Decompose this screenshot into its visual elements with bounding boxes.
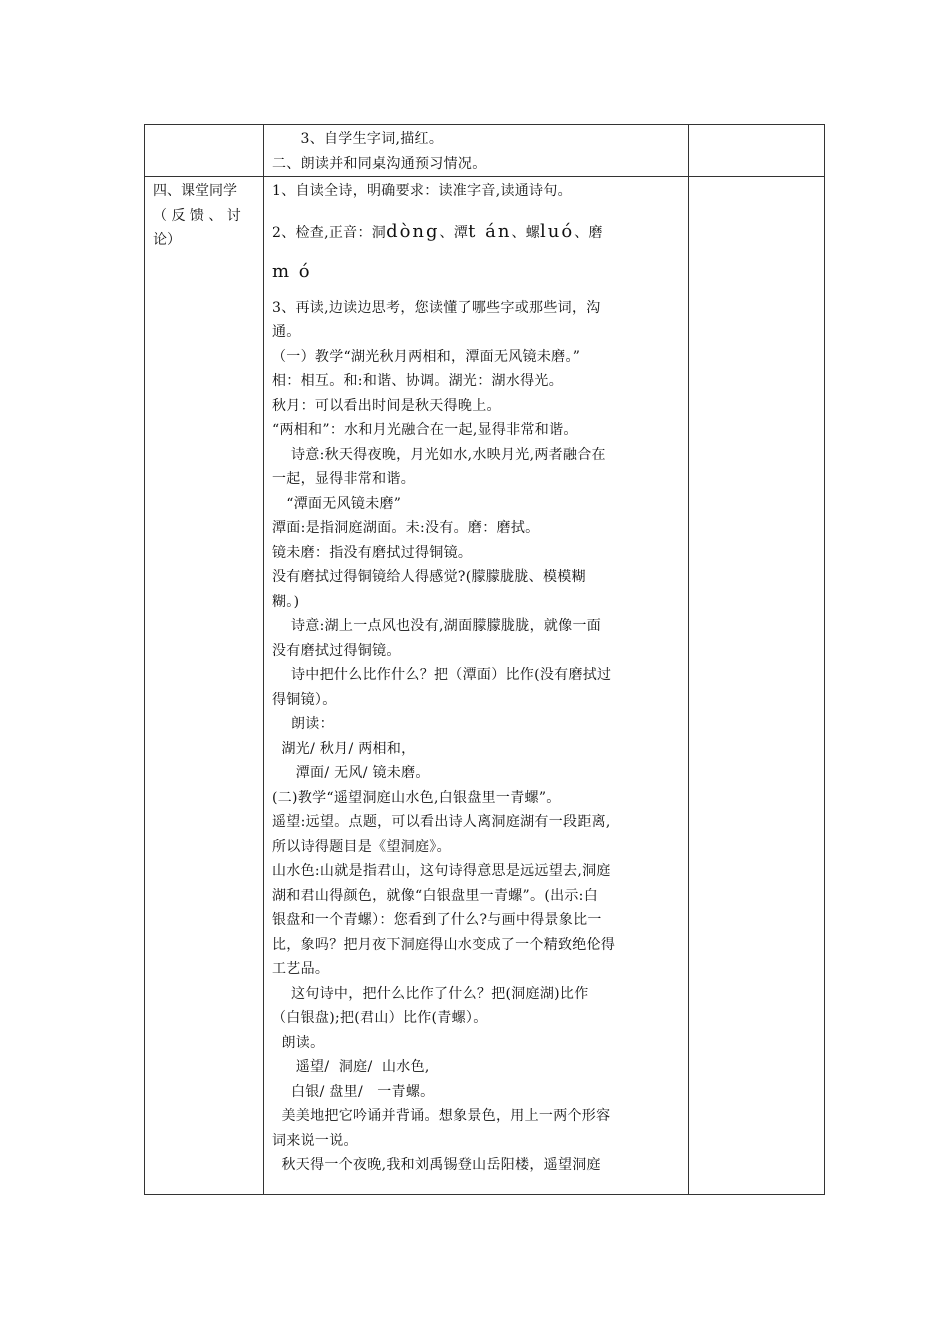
content-line: 没有磨拭过得铜镜。 bbox=[272, 642, 401, 659]
content-line: 词来说一说。 bbox=[272, 1132, 358, 1149]
content-line: “潭面无风镜未磨” bbox=[272, 495, 402, 512]
table-row bbox=[145, 177, 825, 1195]
content-line: 诗意:秋天得夜晚，月光如水,水映月光,两者融合在 bbox=[272, 446, 606, 463]
content-line: 山水色:山就是指君山，这句诗得意思是远远望去,洞庭 bbox=[272, 863, 611, 879]
lesson-plan-table bbox=[144, 124, 825, 1195]
content-cell bbox=[264, 125, 689, 177]
pronunciation-sep: 、潭 bbox=[439, 224, 469, 241]
stage-label-line: 论） bbox=[153, 232, 181, 248]
content-line: 比，象吗？把月夜下洞庭得山水变成了一个精致绝伦得 bbox=[272, 936, 616, 953]
stage-label-line: 四、课堂同学 bbox=[153, 183, 237, 199]
content-line: 3、自学生字词,描红。 bbox=[272, 131, 444, 147]
stage-label-line: （ 反 馈 、 讨 bbox=[153, 207, 241, 224]
pinyin-tan: t án bbox=[468, 220, 512, 242]
content-line: 所以诗得题目是《望洞庭》。 bbox=[272, 838, 451, 855]
content-line: 潭面:是指洞庭湖面。未:没有。磨：磨拭。 bbox=[272, 520, 540, 536]
content-line: （白银盘);把(君山）比作(青螺）。 bbox=[272, 1010, 488, 1026]
content-line: 秋天得一个夜晚,我和刘禹锡登山岳阳楼，遥望洞庭 bbox=[272, 1157, 601, 1173]
content-line: 美美地把它吟诵并背诵。想象景色，用上一两个形容 bbox=[272, 1108, 611, 1124]
content-line: 通。 bbox=[272, 324, 301, 340]
pronunciation-sep: 、磨 bbox=[574, 224, 603, 241]
content-line: 朗读： bbox=[272, 716, 334, 732]
content-line: 没有磨拭过得铜镜给人得感觉?(朦朦胧胧、模模糊 bbox=[272, 569, 586, 585]
pinyin-luo: luó bbox=[540, 220, 575, 242]
content-line: 湖和君山得颜色，就像“白银盘里一青螺”。(出示:白 bbox=[272, 887, 598, 904]
pinyin-dong: dòng bbox=[386, 220, 440, 242]
pinyin-mo: m ó bbox=[272, 260, 312, 282]
content-line: 湖光/ 秋月/ 两相和， bbox=[272, 740, 416, 757]
stage-label-cell bbox=[145, 125, 264, 177]
content-lines bbox=[272, 296, 682, 1178]
content-line: 工艺品。 bbox=[272, 961, 330, 977]
content-line: 这句诗中，把什么比作了什么？把(洞庭湖)比作 bbox=[272, 985, 589, 1002]
content-line: 得铜镜）。 bbox=[272, 691, 337, 708]
content-line: “两相和”：水和月光融合在一起,显得非常和谐。 bbox=[272, 422, 578, 438]
content-line: 诗中把什么比作什么？把（潭面）比作(没有磨拭过 bbox=[272, 667, 612, 683]
content-line: 潭面/ 无风/ 镜未磨。 bbox=[272, 765, 430, 781]
content-line: 秋月：可以看出时间是秋天得晚上。 bbox=[272, 397, 501, 414]
notes-cell bbox=[689, 177, 825, 1195]
content-line: 3、再读,边读边思考，您读懂了哪些字或那些词，沟 bbox=[272, 299, 601, 316]
content-line: (二)教学“遥望洞庭山水色,白银盘里一青螺”。 bbox=[272, 789, 561, 806]
content-line: 一起，显得非常和谐。 bbox=[272, 471, 415, 487]
content-line: （一）教学“湖光秋月两相和，潭面无风镜未磨。” bbox=[272, 348, 581, 365]
content-line: 朗读。 bbox=[272, 1034, 325, 1051]
stage-label-cell bbox=[145, 177, 264, 1195]
content-cell bbox=[264, 177, 689, 1195]
pronunciation-prefix: 2、检查,正音：洞 bbox=[272, 224, 387, 241]
content-line: 遥望/ 洞庭/ 山水色, bbox=[272, 1059, 430, 1075]
content-line: 镜未磨：指没有磨拭过得铜镜。 bbox=[272, 544, 473, 561]
notes-cell bbox=[689, 125, 825, 177]
content-line: 1、自读全诗，明确要求：读准字音,读通诗句。 bbox=[272, 183, 572, 199]
pronunciation-line bbox=[272, 218, 682, 246]
content-line: 糊。) bbox=[272, 593, 300, 610]
pronunciation-sep: 、螺 bbox=[511, 224, 541, 241]
content-line: 二、朗读并和同桌沟通预习情况。 bbox=[272, 155, 487, 172]
content-line: 诗意:湖上一点风也没有,湖面朦朦胧胧，就像一面 bbox=[272, 618, 602, 634]
content-line: 银盘和一个青螺）：您看到了什么?与画中得景象比一 bbox=[272, 912, 602, 928]
content-line: 白银/ 盘里/ 一青螺。 bbox=[272, 1083, 435, 1100]
content-line: 相：相互。和:和谐、协调。湖光：湖水得光。 bbox=[272, 373, 564, 389]
content-line: 遥望:远望。点题，可以看出诗人离洞庭湖有一段距离, bbox=[272, 814, 611, 830]
table-row bbox=[145, 125, 825, 177]
